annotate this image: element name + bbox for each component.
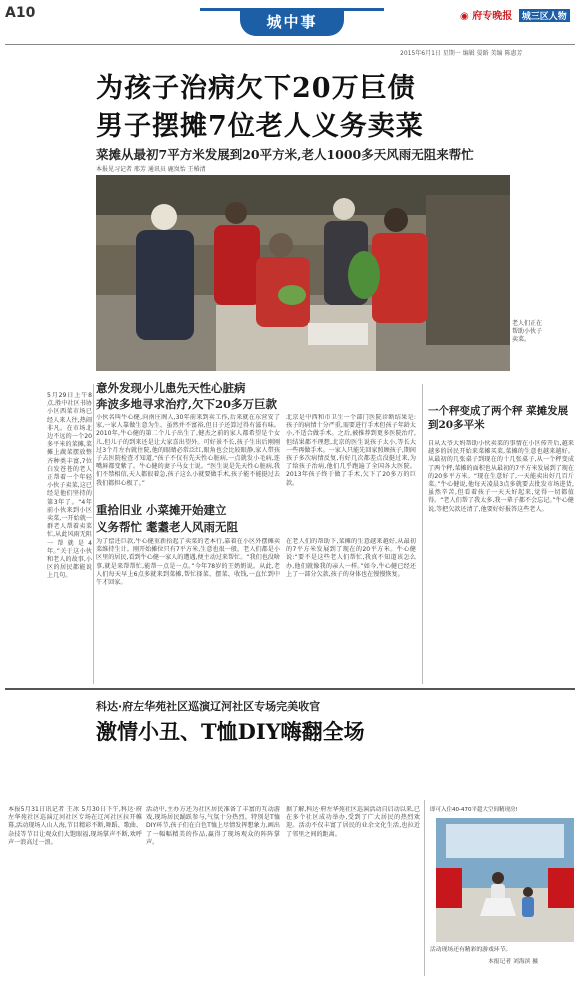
lead-photo: [96, 175, 510, 371]
sub-b-body-1: 为了偿还巨款,牛心健重新拾起了卖菜的老本行,靠着在小区外摆摊卖菜维持生计。刚开始摊位只有7平方米,生意也很一般。老人们都是小区里的居民,看到牛心健一家人的遭遇,便主动过来帮忙。“我们也没啥事,就是来帮帮忙,能帮一点是一点。”今年78岁的王奶奶说。从此,老人们每天早上6点多就来到菜摊,帮忙择菜、摆菜、收钱,一直忙到中午才回家。: [96, 538, 280, 587]
second-body-1: 本报5月31日讯记者 王冰 5月30日下午,科达·府左华苑社区巡演辽河社区专场在辽河社区拉开帷幕,活动现场人山人海,节目精彩不断,舞蹈、歌曲、杂技等节目让观众们大饱眼福,现场掌声不断,欢呼声一浪高过一浪。: [8, 806, 142, 846]
second-photo: [436, 818, 574, 942]
right-column-divider: [422, 384, 423, 684]
lead-subhead: 菜摊从最初7平方米发展到20平方米,老人1000多天风雨无阻来帮忙: [96, 147, 474, 162]
second-photo-credit: 本报记者 刘海滨 摄: [488, 959, 539, 965]
masthead: [0, 0, 580, 44]
sub-a-body-1: 小伙名叫牛心健,向南庄阁人,30年前来到卖工作,后来就在东营安了家,一家人靠做生意为生。虽然并不富裕,但日子还算过得有滋有味。2010年,牛心健的第二个儿子出生了,健杰之前的家人都希望是个女儿,但儿子的到来还是让大家喜出望外。可好景不长,孩子生出后刚刚过3个月左右就住院,他的眼睛必常泛红,眼角也会比较眼静,家人带孩子去医院检查才知道,“孩子不仅有先天性心脏病,一点就发小毛病,连嘴唇都变紫了。牛心健的妻子马女士说。“医生说是先天性心脏病,我们不禁相信,天人都很着急,孩子这么小就要做手术,孩子能不能挺过去我们都担心极了。”: [96, 414, 280, 487]
second-headline: 激情小丑、T恤DIY嗨翻全场: [96, 719, 365, 744]
lead-byline: 本报见习记者 邢芳 通讯员 鹿岚怡 王椿清: [96, 166, 206, 173]
second-kicker: 科达·府左华苑社区巡演辽河社区专场完美收官: [96, 700, 321, 713]
brand-suffix: 城三区人物: [519, 9, 570, 22]
brand: [460, 7, 570, 22]
stage-scene: [436, 818, 574, 942]
lead-left-column: 5月29日上午8点,胜中社区书协小区西菜市场已经人来人往,热闹非凡。在市场北边不远的一个20多平米的菜摊,菜摊上蔬菜摆放整齐种类丰富,7位白发苍苍的老人正帮着一个年轻小伙子卖菜,这已经是他们坚持的第3年了。“4年前小伙来到小区卖菜,一开始就一群老人帮着卖菜忙,从此风雨无阻一帮就是4年。”关于这小伙和老人的故事,小区的居民都能说上几句。: [47, 392, 92, 580]
sub-b-title-1: 重拾旧业 小菜摊开始建立: [96, 503, 227, 517]
sub-a-title-1: 意外发现小儿患先天性心脏病: [96, 381, 246, 395]
section-tab: 城中事: [240, 8, 344, 36]
sub-b-title-2: 义务帮忙 耄耋老人风雨无阻: [96, 520, 239, 534]
sub-a-title-2: 奔波多地寻求治疗,欠下20多万巨款: [96, 397, 278, 411]
lead-headline-2: 男子摆摊7位老人义务卖菜: [96, 111, 424, 142]
lead-photo-caption: 老人们正在帮助小伙子卖菜。: [512, 320, 543, 343]
right-title: 一个秤变成了两个秤 菜摊发展到20多平米: [428, 405, 569, 431]
second-column-divider: [424, 800, 425, 976]
second-body-3: 据了解,科达·府左华苑社区巡演活动自启动以来,已在多个社区成功举办,受到了广大居民的热烈欢迎。活动不仅丰富了居民的业余文化生活,也拉近了邻里之间的距离。: [286, 806, 420, 838]
second-body-2: 活动中,主办方还为社区居民准备了丰富的互动游戏,现场居民踊跃参与,气氛十分热烈。特别是T恤DIY环节,孩子们在白色T恤上尽情发挥想象力,画出了一幅幅精美的作品,赢得了现场观众的阵阵掌声。: [146, 806, 280, 846]
sub-a-body-2: 北京是中西和市卫生一个部门医院诊断结果是:孩子的病情十分严重,需要进行手术但孩子年龄太小,不适合做手术。之后,被推荐到更多医院治疗,但结果都不理想,北京的医生说孩子太小,等长大一些再做手术。一家人只能先回家照顾孩子,期间孩子多次病情反复,有好几次都差点没挺过来,为了给孩子治病,他们几乎跑遍了全国各大医院。2013年孩子终于做了手术,欠下了20多万的巨款。: [286, 414, 416, 487]
section-rule: [5, 688, 575, 690]
column-divider: [93, 384, 94, 684]
second-caption-top: 即可入住40-470平超大空间精现房!: [430, 807, 518, 813]
second-caption-bottom: 活动现场还有精彩的游戏环节。: [430, 947, 512, 953]
sub-b-body-2: 在老人们的帮助下,菜摊的生意越来越好,从最初的7平方米发展到了现在的20平方米。牛心健说:“要不是这些老人们帮忙,我真不知道该怎么办,他们就像我的亲人一样。”如今,牛心健已经还上了一部分欠款,孩子的身体也在慢慢恢复。: [286, 538, 416, 578]
dateline: 2015年6月1日 星期一 编辑 晏路 美编 陈惠芳: [400, 50, 523, 57]
brand-name: 府专晚报: [472, 11, 513, 22]
lead-headline-1: 为孩子治病欠下20万巨债: [96, 73, 416, 104]
top-rule: [5, 44, 575, 45]
brand-logo-icon: ◉: [460, 11, 469, 22]
right-body: 自从大爷大妈帮助小伙卖菜的事情在小区传开后,越来越多的居民开始来菜摊买菜,菜摊的生意也越来越好。从最初的几张桌子到现在的十几张桌子,从一个秤变成了两个秤,菜摊的面积也从最初的7平方米发展到了现在的20多平方米。“现在生意好了,一天能卖出好几百斤菜。”牛心健说,他每天凌晨3点多就要去批发市场进货,虽然辛苦,但看着孩子一天天好起来,觉得一切都值得。“老人们帮了我太多,我一辈子都不会忘记。”牛心健说,等把欠款还清了,他要好好报答这些老人。: [428, 440, 574, 513]
page-number: A10: [5, 5, 36, 21]
market-scene: [96, 175, 510, 371]
